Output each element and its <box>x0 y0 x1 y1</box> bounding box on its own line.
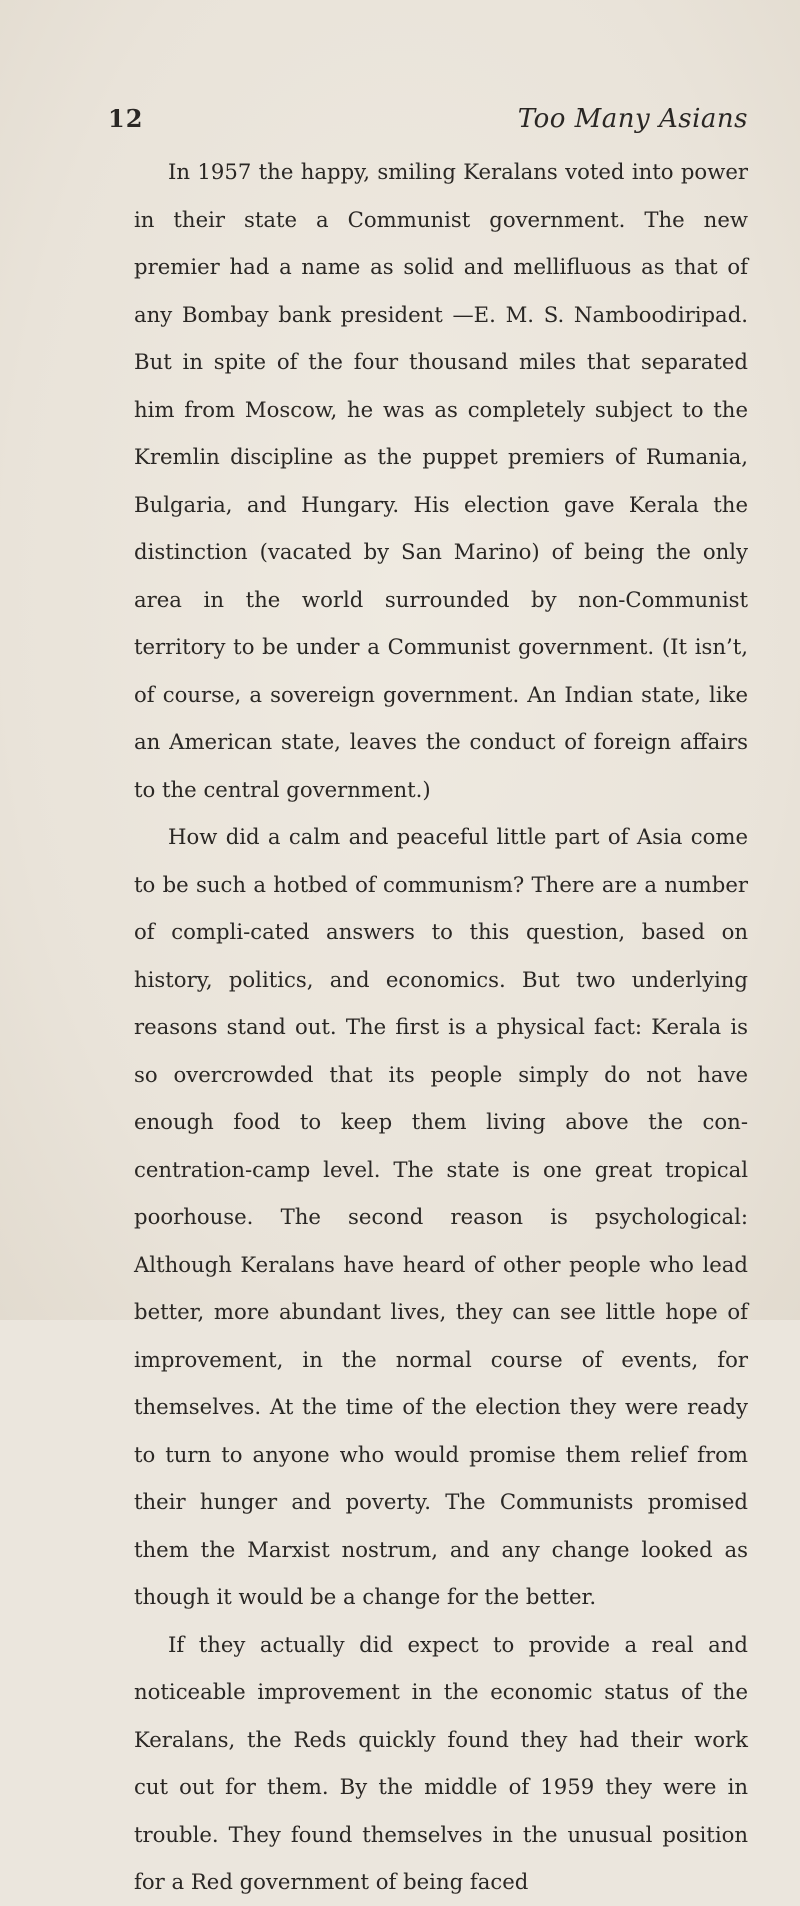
paragraph: If they actually did expect to provide a real and noticeable improvement in the economic status of the Keralans, the Reds quickly found they had their work cut out for them. By the middle of 1959 they were in trouble. They found themselves in the unusual position for a Red government of being faced <box>134 1631 748 1894</box>
paragraph: In 1957 the happy, smiling Keralans voted into power in their state a Communist government. The new premier had a name as solid and mellifluous as that of any Bombay bank president —E. M. S. Namboodiripad. But in spite of the four thousand miles that separated him from Moscow, he was as completely subject to the Kremlin discipline as the puppet premiers of Rumania, Bulgaria, and Hungary. His election gave Kerala the distinction (vacated by San Marino) of being the only area in the world surrounded by non-Communist territory to be under a Communist government. (It isn’t, of course, a sovereign government. An Indian state, like an American state, leaves the conduct of foreign affairs to the central government.) <box>134 159 748 802</box>
page-number: 12 <box>108 104 144 133</box>
body-text <box>134 148 748 1906</box>
paragraph: How did a calm and peaceful little part of Asia come to be such a hotbed of communism? There are a number of compli-cated answers to this question, based on history, politics, and economics. But two underlying reasons stand out. The first is a physical fact: Kerala is so overcrowded that its people simply do not have enough food to keep them living above the con-centration-camp level. The state is one great tropical poorhouse. The second reason is psychological: Although Keralans have heard of other people who lead better, more abundant lives, they can see little hope of improvement, in the normal course of events, for themselves. At the time of the election they were ready to turn to anyone who would promise them relief from their hunger and poverty. The Communists promised them the Marxist nostrum, and any change looked as though it would be a change for the better. <box>134 824 748 1609</box>
running-title: Too Many Asians <box>517 104 748 134</box>
page-header <box>108 104 748 144</box>
